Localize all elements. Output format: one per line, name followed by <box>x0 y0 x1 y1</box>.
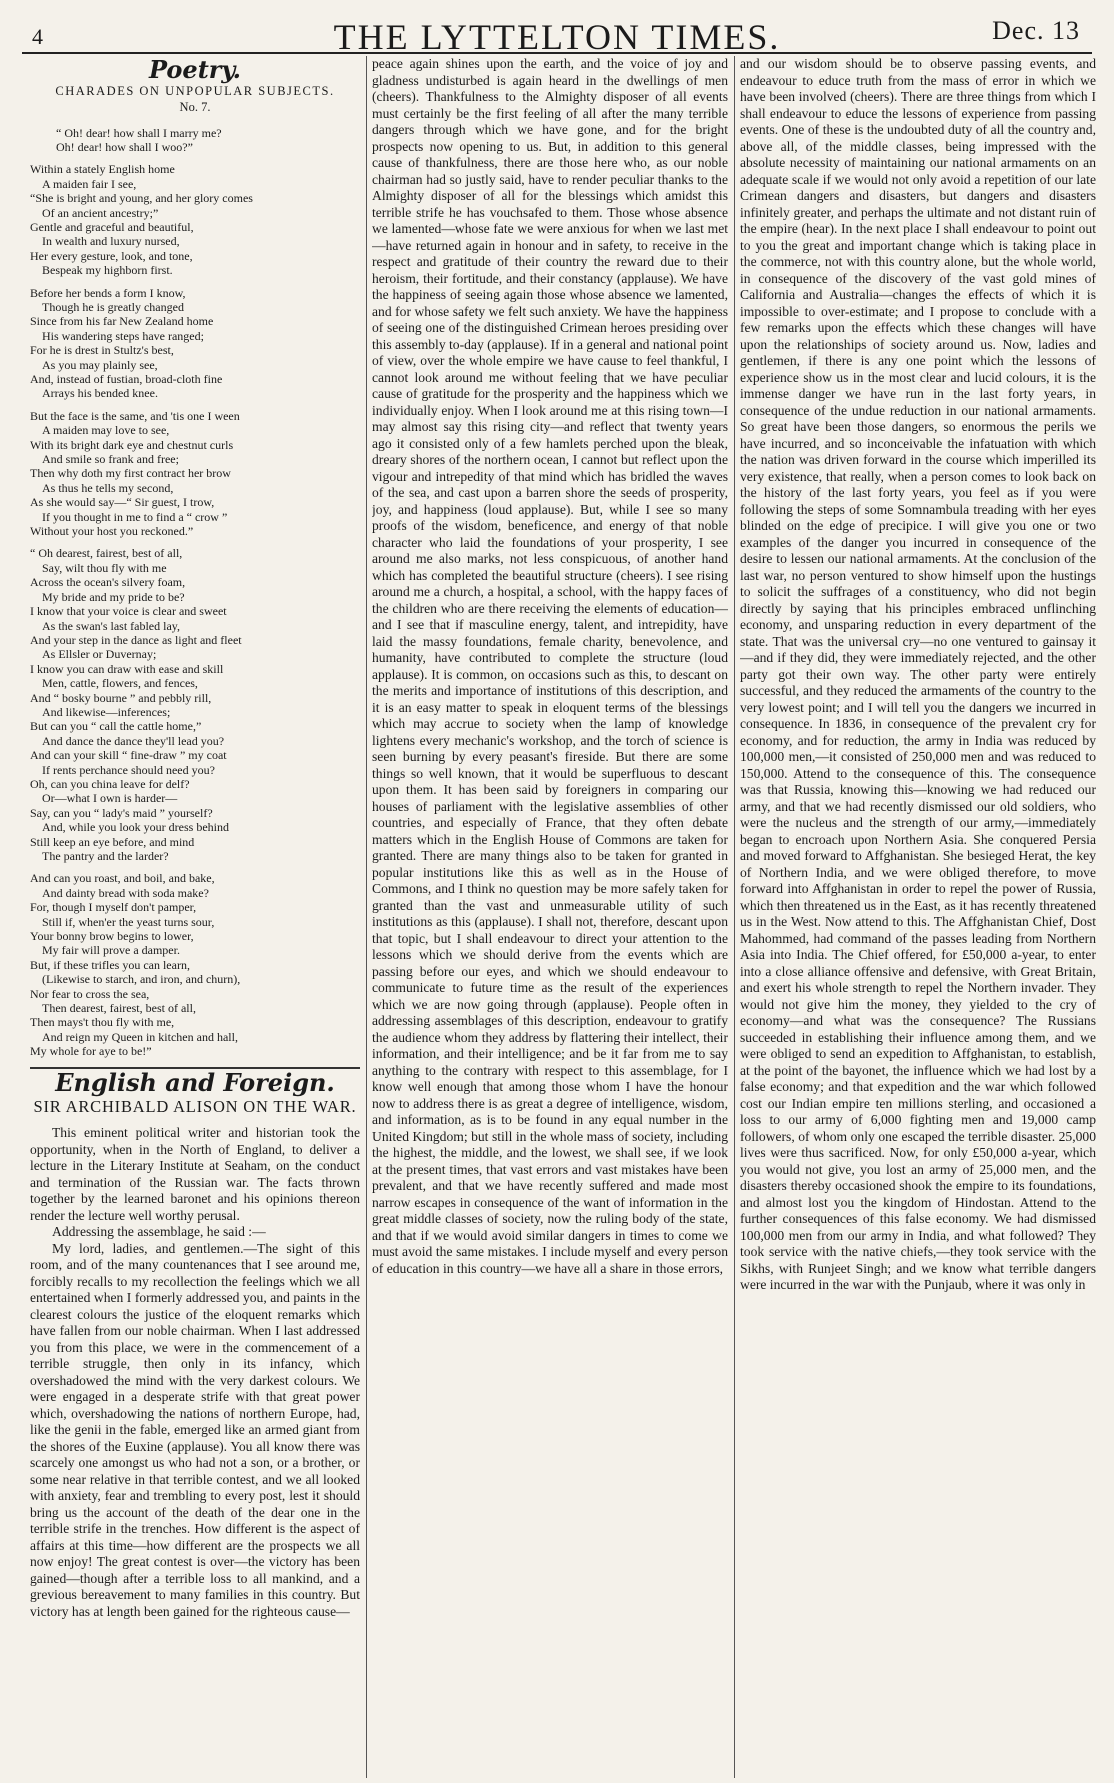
poem-line: With its bright dark eye and chestnut curls <box>30 437 234 452</box>
poem-stanza <box>30 162 360 277</box>
poem-line: Before her bends a form I know, <box>30 285 186 300</box>
poem-line: As she would say—“ Sir guest, I trow, <box>30 495 215 510</box>
poem-line: “ Oh dearest, fairest, best of all, <box>30 546 183 561</box>
article-paragraph: Addressing the assemblage, he said :— <box>52 1224 266 1240</box>
poem-line: My fair will prove a damper. <box>42 943 180 958</box>
poem-line: (Likewise to starch, and iron, and churn), <box>42 972 241 987</box>
poem-line: Bespeak my highborn first. <box>42 263 173 278</box>
poem-line: If you thought in me to find a “ crow ” <box>42 509 228 524</box>
poem-line: Your bonny brow begins to lower, <box>30 929 194 944</box>
poem-line: His wandering steps have ranged; <box>42 328 204 343</box>
poem-line: Say, wilt thou fly with me <box>42 560 167 575</box>
poem-line: Of an ancient ancestry;” <box>42 205 159 220</box>
poem-line: Arrays his bended knee. <box>42 386 158 401</box>
poem-title: CHARADES ON UNPOPULAR SUBJECTS. <box>55 83 335 98</box>
poem-line: For he is drest in Stultz's best, <box>30 343 174 358</box>
poem-line: And, instead of fustian, broad-cloth fine <box>30 372 223 386</box>
article-paragraph: My lord, ladies, and gentlemen.—The sight of this room, and of the many countenances that I see around me, forcibly recalls to my recollection the feelings which we all entertained when I formerly addressed you, and paints in the clearest colours the justice of the eloquent remarks which have fallen from our noble chairman. When I last addressed you from this place, we were in the commencement of a terrible struggle, then only in its infancy, which overshadowed the mind with the very darkest colours. We were engaged in a desperate strife with that great power which, overshadowing the nations of northern Europe, had, like the genii in the fable, emerged like an armed giant from the shores of the Euxine (applause). You all know there was scarcely one amongst us who had not a son, or a brother, or some near relative in that terrible contest, and we all looked with anxiety, fear and trembling to every post, lest it should bring us the account of the death of the dear one in the terrible strife in the trenches. How different is the aspect of affairs at this time—how different are the prospects we all now enjoy! The great contest is over—the victory has been gained—though after a terrible loss to all mankind, and a grevious bereavement to many families in this country. But victory has at length been gained for the righteous cause— <box>30 1240 360 1619</box>
masthead <box>0 0 1114 57</box>
poem-line: Though he is greatly changed <box>42 299 184 314</box>
poem-line: But, if these trifles you can learn, <box>30 957 190 972</box>
poem-line: Since from his far New Zealand home <box>30 314 214 329</box>
poem-line: And your step in the dance as light and fleet <box>30 632 242 647</box>
column-rule <box>734 56 735 1778</box>
poem-line: Men, cattle, flowers, and fences, <box>42 676 198 691</box>
poem-line: Say, can you “ lady's maid ” yourself? <box>30 805 213 820</box>
poem-line: Without your host you reckoned.” <box>30 524 194 539</box>
poem-line: Still if, when'er the yeast turns sour, <box>42 914 215 929</box>
poem-line: Nor fear to cross the sea, <box>30 986 150 1001</box>
poem-line: And dainty bread with soda make? <box>42 885 209 900</box>
news-section-heading: English and Foreign. <box>55 1067 335 1097</box>
poetry-section-heading: Poetry. <box>149 56 241 84</box>
poem-line: Still keep an eye before, and mind <box>30 834 195 849</box>
poem-line: Her every gesture, look, and tone, <box>30 248 193 263</box>
poem-line: Within a stately English home <box>30 162 175 177</box>
poem-line: “ Oh! dear! how shall I marry me? <box>56 125 222 140</box>
poem-line: My whole for aye to be!” <box>30 1044 152 1059</box>
column-1 <box>30 56 360 1778</box>
article-paragraph: This eminent political writer and historian took the opportunity, when in the North of England, to deliver a lecture in the Literary Institute at Seaham, on the conduct and termination of the Russian war. The facts thrown together by the learned baronet and his opinions thereon render the lecture well worthy perusal. <box>30 1125 360 1223</box>
issue-date: Dec. 13 <box>992 16 1080 45</box>
poem-line: Then dearest, fairest, best of all, <box>42 1001 196 1016</box>
column-3 <box>740 56 1096 1778</box>
poem-line: And reign my Queen in kitchen and hall, <box>42 1029 238 1044</box>
poem-line: Gentle and graceful and beautiful, <box>30 219 194 234</box>
poem-stanza <box>30 409 360 539</box>
column-rule <box>366 56 367 1778</box>
poem-line: “She is bright and young, and her glory comes <box>30 191 253 206</box>
poem-line: The pantry and the larder? <box>42 849 169 863</box>
poem-line: But can you “ call the cattle home,” <box>30 719 202 734</box>
poem-line: And likewise—inferences; <box>42 704 171 719</box>
poem-line: And dance the dance they'll lead you? <box>42 733 225 748</box>
poem-line: As you may plainly see, <box>42 357 158 372</box>
poem-line: If rents perchance should need you? <box>42 762 215 777</box>
poem-line: I know that your voice is clear and sweet <box>30 604 227 619</box>
article-paragraph: and our wisdom should be to observe passing events, and endeavour to educe truth from the mass of error in which we have been involved (cheers). There are three things from which I shall endeavour to educe the lessons of experience from passing events. One of these is the undoubted duty of all the country and, above all, of the middle classes, being impressed with the absolute necessity of maintaining our national armaments on an adequate scale if we would not only avoid a repetition of our late Crimean dangers and disasters, but dangers and disasters infinitely greater, and perhaps the ultimate and not distant ruin of the empire (hear). In the next place I shall endeavour to point out to you the great and important change which is taking place in the commerce, not with this country alone, but the whole world, in consequence of the discovery of the vast gold mines of California and Australia—changes the effects of which it is impossible to over-estimate; and I propose to conclude with a few remarks upon the effects which these changes will have upon the relationships of society around us. Now, ladies and gentlemen, if there is any one point which the lessons of experience show us in the most clear and lucid colours, it is the immense danger we have run in the last forty years, in consequence of the undue reduction in our national armaments. So great have been those dangers, so enormous the perils we have incurred, and so inconceivable the infatuation with which the nation was driven forward in the course which imperilled its very existence, that really, when a person comes to look back on the history of the last forty years, you feel as if you were following the steps of some Somnambula treading with her eyes blinded on the edge of precipice. I will give you one or two examples of the danger you incurred in consequence of the desire to lessen our national armaments. At the conclusion of the last war, no person ventured to show himself upon the hustings to solicit the suffrages of a constituency, who did not begin directly by saying that his principles embraced unflinching economy, and unsparing reduction in every department of the state. That was the universal cry—no one ventured to gainsay it—and if they did, they were immediately rejected, and the other party got their own way. The other party were entirely successful, and they reduced the armaments of the country to the very lowest point; and I will tell you the dangers we incurred in consequence. In 1836, in consequence of the prevalent cry for economy, and for reduction, the army in India was reduced by 100,000 men,—it consisted of 250,000 men and was reduced to 150,000. Attend to the consequence of this. The consequence was that Russia, knowing this—knowing we had reduced our army, and that we had recently dismissed our old soldiers, who were the nucleus and the strength of our army,—immediately began to encroach upon Northern Asia. She conquered Persia and moved forward to Affghanistan. She besieged Herat, the key of Northern India, and we were obliged therefore, to move forward into Affghanistan in order to repel the power of Russia, which then threatened us in the East, as it has recently threatened us in the West. Now attend to this. The Affghanistan Chief, Dost Mahommed, had command of the passes leading from Northern Asia into India. The Chief offered, for £50,000 a-year, to enter into a close alliance offensive and defensive, with Great Britain, and exert his whole strength to repel the Northern invader. They would not give him the money, they yielded to the cry of economy—and what was the consequence? The Russians succeeded in establishing their influence among them, and we were obliged to send an expedition to Affghanistan, to establish, at the point of the bayonet, the influence which we had lost by a false economy; and that expedition and the war which followed cost our Indian empire ten millions sterling, and occasioned a loss to our army of 6,000 fighting men and 19,000 camp followers, of whom only one escaped the terrible disaster. 25,000 lives were thus sacrificed. Now, for only £50,000 a-year, which you would not give, you lost an army of 25,000 men, and the disasters thereby occasioned shook the empire to its foundations, and almost lost you the kingdom of Hindostan. Attend to the further consequences of this false economy. We had dismissed 100,000 men from our army in India, and what followed? They took service with the native chiefs,—they took service with the Sikhs, with Runjeet Singh; and we know what terrible dangers were incurred in the war with the Punjaub, where it was only in <box>740 56 1096 1292</box>
poem-stanza <box>30 546 360 863</box>
poem-line: Then why doth my first contract her brow <box>30 466 231 481</box>
column-2 <box>372 56 728 1778</box>
article-text <box>30 1125 360 1620</box>
poem-line: And “ bosky bourne ” and pebbly rill, <box>30 690 212 705</box>
poem-line: Then mays't thou fly with me, <box>30 1015 175 1030</box>
poem-line: Oh! dear! how shall I woo?” <box>56 139 193 154</box>
poem-line: And, while you look your dress behind <box>42 820 229 835</box>
poem <box>30 126 360 1059</box>
article-headline: SIR ARCHIBALD ALISON ON THE WAR. <box>33 1097 357 1117</box>
poem-line: A maiden fair I see, <box>42 176 137 191</box>
poem-line: I know you can draw with ease and skill <box>30 661 224 676</box>
poem-line: My bride and my pride to be? <box>42 589 185 604</box>
page-number: 4 <box>32 24 43 49</box>
poem-line: A maiden may love to see, <box>42 423 170 438</box>
masthead-rule <box>22 52 1092 54</box>
poem-line: As Ellsler or Duvernay; <box>42 647 157 662</box>
poem-line: As thus he tells my second, <box>42 480 174 495</box>
poem-line: Oh, can you china leave for delf? <box>30 776 190 791</box>
article-paragraph: peace again shines upon the earth, and the voice of joy and gladness undisturbed is again heard in the dwellings of men (cheers). Thankfulness to the Almighty disposer of all events must certainly be the first feeling of all after the many terrible dangers through which we have gone, and for the bright prospects now opening to us. But, in addition to this general cause of thankfulness, there are those here who, as our noble chairman had so justly said, have to render peculiar thanks to the Almighty disposer of all for the blessings which amidst this terrible strife he has vouchsafed to them. Those whose absence we lamented—whose fate we were anxious for when we last met—have returned again in honour and in safety, to receive in the respect and gratitude of their country the reward due to their heroism, their fortitude, and their constancy (applause). We have the happiness of seeing again those whose absence we lamented, and for whose safety we felt such anxiety. We have the happiness of seeing one of the distinguished Crimean heroes presiding over this assembly to-day (applause). If in a general and national point of view, over the whole empire we have cause to feel thankful, I cannot look around me without feeling that we have peculiar cause of gratitude for the prosperity and the happiness which we individually enjoy. When I look around me at this rising town—I may almost say this rising city—and reflect that twenty years ago it consisted only of a few hamlets perched upon the bleak, dreary shores of the northern ocean, I cannot but reflect upon the vigour and intrepedity of that mind which has bridled the waves of the sea, and cast upon a barren shore the seeds of prosperity, joy, and happiness (loud applause). But, while I see so many proofs of the wisdom, beneficence, and energy of that noble character who laid the foundations of your prosperity, I see around me also marks, not less conspicuous, of another hand which has completed the beautiful structure (cheers). I see rising around me a church, a hospital, a school, with the happy faces of the children who are there receiving the elements of education—and I see that if masculine energy, talent, and intrepidity, have laid the massy foundations, female charity, benevolence, and humanity, have contributed to complete the structure (loud applause). It is common, on occasions such as this, to descant on the merits and importance of institutions of this description, and it is an easy matter to speak in eloquent terms of the blessings which may accrue to society when the lamp of knowledge lightens every mechanic's workshop, and the torch of science is seen burning by every peasant's fireside. But there are some things so well known, that it would be superfluous to descant upon them. It has been said by foreigners in comparing our houses of parliament with the legislative assemblies of other countries, and especially of France, that they often debate matters which in the English House of Commons are taken for granted. There are many things also to be taken for granted in popular institutions like this as well as in the House of Commons, and I think no question may be more safely taken for granted than the vast and unmeasurable utility of such institutions as this (applause). I shall not, therefore, descant upon that topic, but I shall endeavour to direct your attention to the lessons which we should derive from the events which are passing before our eyes, and which we should endeavour to communicate to future time as the result of the experiences which we are now going through (applause). People often in addressing assemblages of this description, endeavour to gratify the audience whom they address by flattering their intellect, their information, and their intelligence; and be it far from me to say anything to the contrary with respect to this assemblage, for I know well enough that among those whom I have the honour now to address there is as great a degree of intelligence, wisdom, and information, as is to be found in any equal number in the United Kingdom; but still in the whole mass of society, including the highest, the middle, and the lowest, we shall see, if we look at the present times, that vast errors and vast mistakes have been prevalent, and that we have recently suffered and made most narrow escapes in consequence of the want of information in the great middle classes of society, now the ruling body of the state, and that if we would avoid similar dangers in times to come we must avoid the same mistakes. I include myself and every person of education in this country—we have all a share in those errors, <box>372 56 728 1276</box>
poem-stanza <box>30 871 360 1058</box>
poem-line: And smile so frank and free; <box>42 452 179 467</box>
poem-line: And can your skill “ fine-draw ” my coat <box>30 748 227 763</box>
poem-line: For, though I myself don't pamper, <box>30 900 197 915</box>
poem-line: Or—what I own is harder— <box>42 791 178 806</box>
poem-line: In wealth and luxury nursed, <box>42 234 180 249</box>
newspaper-title: THE LYTTELTON TIMES. <box>333 17 781 57</box>
poem-line: And can you roast, and boil, and bake, <box>30 871 215 886</box>
poem-stanza <box>30 286 360 401</box>
poem-line: As the swan's last fabled lay, <box>42 618 181 633</box>
poem-number: No. 7. <box>179 100 211 114</box>
poem-line: Across the ocean's silvery foam, <box>30 575 186 590</box>
poem-line: But the face is the same, and 'tis one I ween <box>30 408 240 423</box>
poem-stanza <box>30 126 360 155</box>
